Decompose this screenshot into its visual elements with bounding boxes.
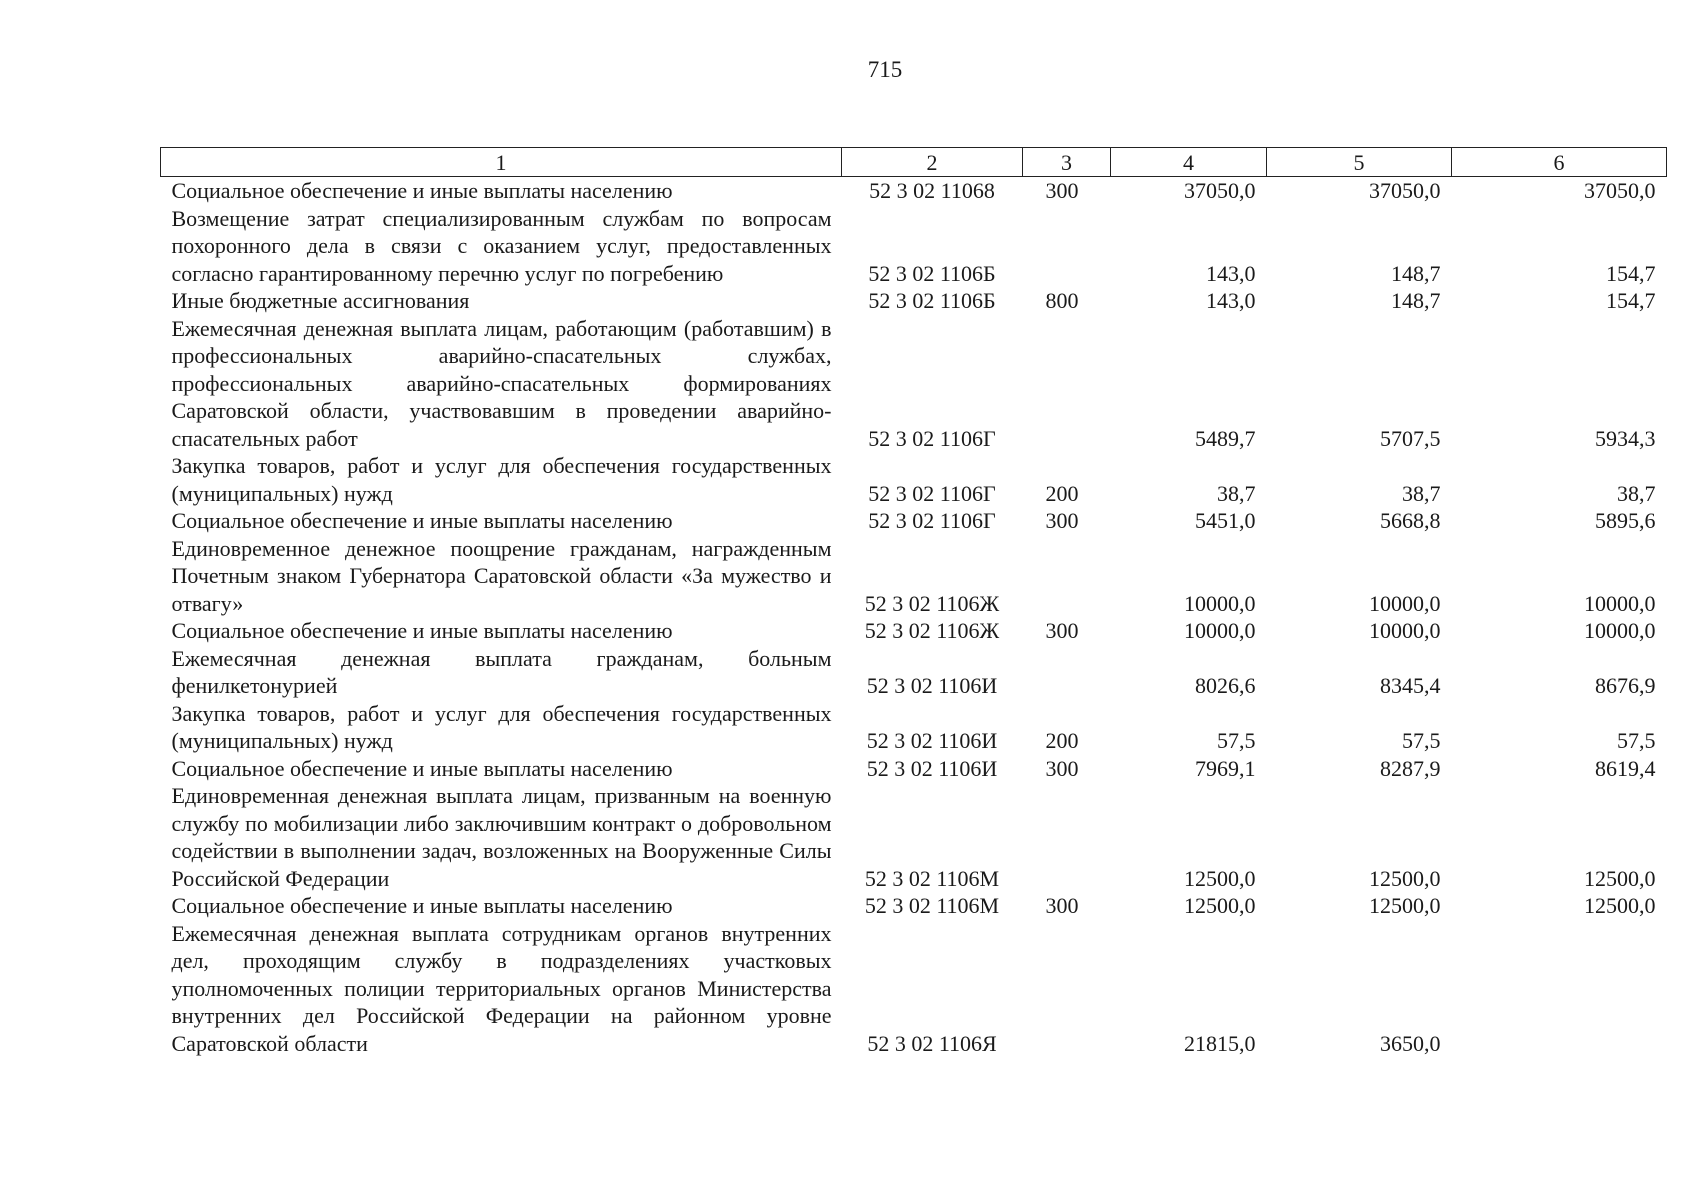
row-code: 52 3 02 1106М (864, 893, 1000, 918)
table-row (161, 287, 1667, 315)
row-code: 52 3 02 1106Ж (864, 590, 1000, 616)
row-code: 52 3 02 11068 (869, 178, 995, 203)
row-value-2: 12500,0 (1369, 893, 1441, 918)
header-row (161, 148, 1667, 177)
row-name: Возмещение затрат специализированным службам по вопросам похоронного дела в связи с оказанием услуг, предоставленных согласно гарантированному перечню услуг по погребению (171, 205, 832, 286)
row-value-1: 38,7 (1217, 480, 1256, 506)
row-value-2: 12500,0 (1369, 865, 1441, 891)
row-value-1: 8026,6 (1195, 673, 1256, 698)
row-value-3 (1452, 920, 1667, 1058)
row-expense-type: 200 (1045, 480, 1079, 506)
row-value-3: 154,7 (1606, 260, 1656, 286)
row-name: Единовременная денежная выплата лицам, призванным на военную службу по мобилизации либо заключившим контракт о добровольном содействии в выполнении задач, возложенных на Вооруженные Силы Российской Федерации (171, 783, 832, 891)
row-code: 52 3 02 1106И (866, 728, 998, 753)
row-name: Ежемесячная денежная выплата гражданам, больным фенилкетонурией (171, 645, 832, 698)
row-value-2: 38,7 (1402, 480, 1441, 506)
table-row (161, 205, 1667, 288)
row-value-3: 154,7 (1606, 288, 1656, 313)
header-col-4: 4 (1111, 148, 1267, 177)
table-row (161, 452, 1667, 507)
row-value-3: 12500,0 (1584, 893, 1656, 918)
row-value-2: 148,7 (1391, 260, 1441, 286)
row-code: 52 3 02 1106Б (868, 288, 996, 313)
row-expense-type (1023, 920, 1111, 1058)
row-name: Иные бюджетные ассигнования (171, 288, 470, 313)
row-name: Единовременное денежное поощрение гражданам, награжденным Почетным знаком Губернатора Саратовской области «За мужество и отвагу» (171, 535, 832, 616)
table-body (161, 177, 1667, 1058)
row-value-2: 37050,0 (1369, 178, 1441, 203)
row-expense-type (1023, 205, 1111, 288)
header-col-2: 2 (842, 148, 1023, 177)
row-value-3: 5934,3 (1595, 425, 1656, 451)
row-value-3: 37050,0 (1584, 178, 1656, 203)
row-value-1: 7969,1 (1195, 755, 1256, 781)
row-value-3: 8619,4 (1595, 755, 1656, 781)
table-row (161, 892, 1667, 920)
table-header (161, 148, 1667, 177)
table-row (161, 920, 1667, 1058)
row-name: Ежемесячная денежная выплата сотрудникам органов внутренних дел, проходящим службу в подразделениях участковых уполномоченных полиции территориальных органов Министерства внутренних дел Российской Федерации на районном уровне Саратовской области (171, 920, 832, 1056)
row-code: 52 3 02 1106И (866, 755, 998, 781)
header-col-1: 1 (161, 148, 842, 177)
row-code: 52 3 02 1106И (866, 673, 998, 698)
row-value-2: 5668,8 (1380, 508, 1441, 533)
row-value-1: 143,0 (1206, 260, 1256, 286)
table-row (161, 507, 1667, 535)
row-name: Закупка товаров, работ и услуг для обеспечения государственных (муниципальных) нужд (171, 700, 832, 753)
row-value-1: 10000,0 (1184, 590, 1256, 616)
row-value-1: 143,0 (1206, 288, 1256, 313)
row-value-2: 8345,4 (1380, 673, 1441, 698)
row-value-3: 10000,0 (1584, 618, 1656, 643)
row-expense-type (1023, 535, 1111, 618)
row-value-3: 38,7 (1617, 480, 1656, 506)
row-expense-type: 300 (1045, 508, 1079, 533)
row-code: 52 3 02 1106Г (868, 480, 996, 506)
row-name: Социальное обеспечение и иные выплаты населению (171, 178, 673, 203)
row-name: Закупка товаров, работ и услуг для обеспечения государственных (муниципальных) нужд (171, 453, 832, 506)
table-row (161, 755, 1667, 783)
row-value-1: 10000,0 (1184, 618, 1256, 643)
row-code: 52 3 02 1106Г (868, 508, 996, 533)
row-expense-type (1023, 315, 1111, 453)
table-row (161, 782, 1667, 892)
row-value-2: 10000,0 (1369, 618, 1441, 643)
table-row (161, 315, 1667, 453)
row-value-3: 12500,0 (1584, 865, 1656, 891)
row-code: 52 3 02 1106Г (868, 425, 996, 451)
row-name: Ежемесячная денежная выплата лицам, работающим (работавшим) в профессиональных аварийно-спасательных службах, профессиональных аварийно-спасательных формированиях Саратовской области, участвовавшим в проведении аварийно-спасательных работ (171, 315, 832, 451)
header-col-5: 5 (1267, 148, 1452, 177)
row-expense-type: 300 (1045, 893, 1079, 918)
row-code: 52 3 02 1106Ж (864, 618, 1000, 643)
budget-table (160, 147, 1667, 1057)
row-expense-type: 200 (1045, 728, 1079, 753)
row-code: 52 3 02 1106Б (868, 260, 996, 286)
row-value-1: 21815,0 (1184, 1030, 1256, 1056)
table-row (161, 645, 1667, 700)
table-row (161, 177, 1667, 205)
row-value-3: 5895,6 (1595, 508, 1656, 533)
row-value-1: 12500,0 (1184, 865, 1256, 891)
header-col-6: 6 (1452, 148, 1667, 177)
row-name: Социальное обеспечение и иные выплаты населению (171, 508, 673, 533)
row-value-2: 148,7 (1391, 288, 1441, 313)
row-code: 52 3 02 1106М (864, 865, 1000, 891)
row-value-3: 10000,0 (1584, 590, 1656, 616)
row-value-1: 57,5 (1217, 728, 1256, 753)
row-expense-type: 300 (1045, 755, 1079, 781)
row-expense-type: 300 (1045, 178, 1079, 203)
row-value-2: 57,5 (1402, 728, 1441, 753)
table-row (161, 700, 1667, 755)
table-row (161, 617, 1667, 645)
row-name: Социальное обеспечение и иные выплаты населению (171, 618, 673, 643)
row-value-2: 3650,0 (1380, 1030, 1441, 1056)
row-value-2: 5707,5 (1380, 425, 1441, 451)
page-number: 715 (867, 57, 903, 82)
header-col-3: 3 (1023, 148, 1111, 177)
row-expense-type (1023, 645, 1111, 700)
row-expense-type (1023, 782, 1111, 892)
row-value-3: 8676,9 (1595, 673, 1656, 698)
row-value-3: 57,5 (1617, 728, 1656, 753)
row-expense-type: 300 (1045, 618, 1079, 643)
row-name: Социальное обеспечение и иные выплаты населению (171, 755, 673, 781)
row-value-1: 5489,7 (1195, 425, 1256, 451)
row-value-1: 37050,0 (1184, 178, 1256, 203)
row-value-2: 10000,0 (1369, 590, 1441, 616)
row-value-2: 8287,9 (1380, 755, 1441, 781)
row-code: 52 3 02 1106Я (867, 1030, 997, 1056)
row-name: Социальное обеспечение и иные выплаты населению (171, 893, 673, 918)
table-row (161, 535, 1667, 618)
row-expense-type: 800 (1045, 288, 1079, 313)
row-value-1: 5451,0 (1195, 508, 1256, 533)
row-value-1: 12500,0 (1184, 893, 1256, 918)
